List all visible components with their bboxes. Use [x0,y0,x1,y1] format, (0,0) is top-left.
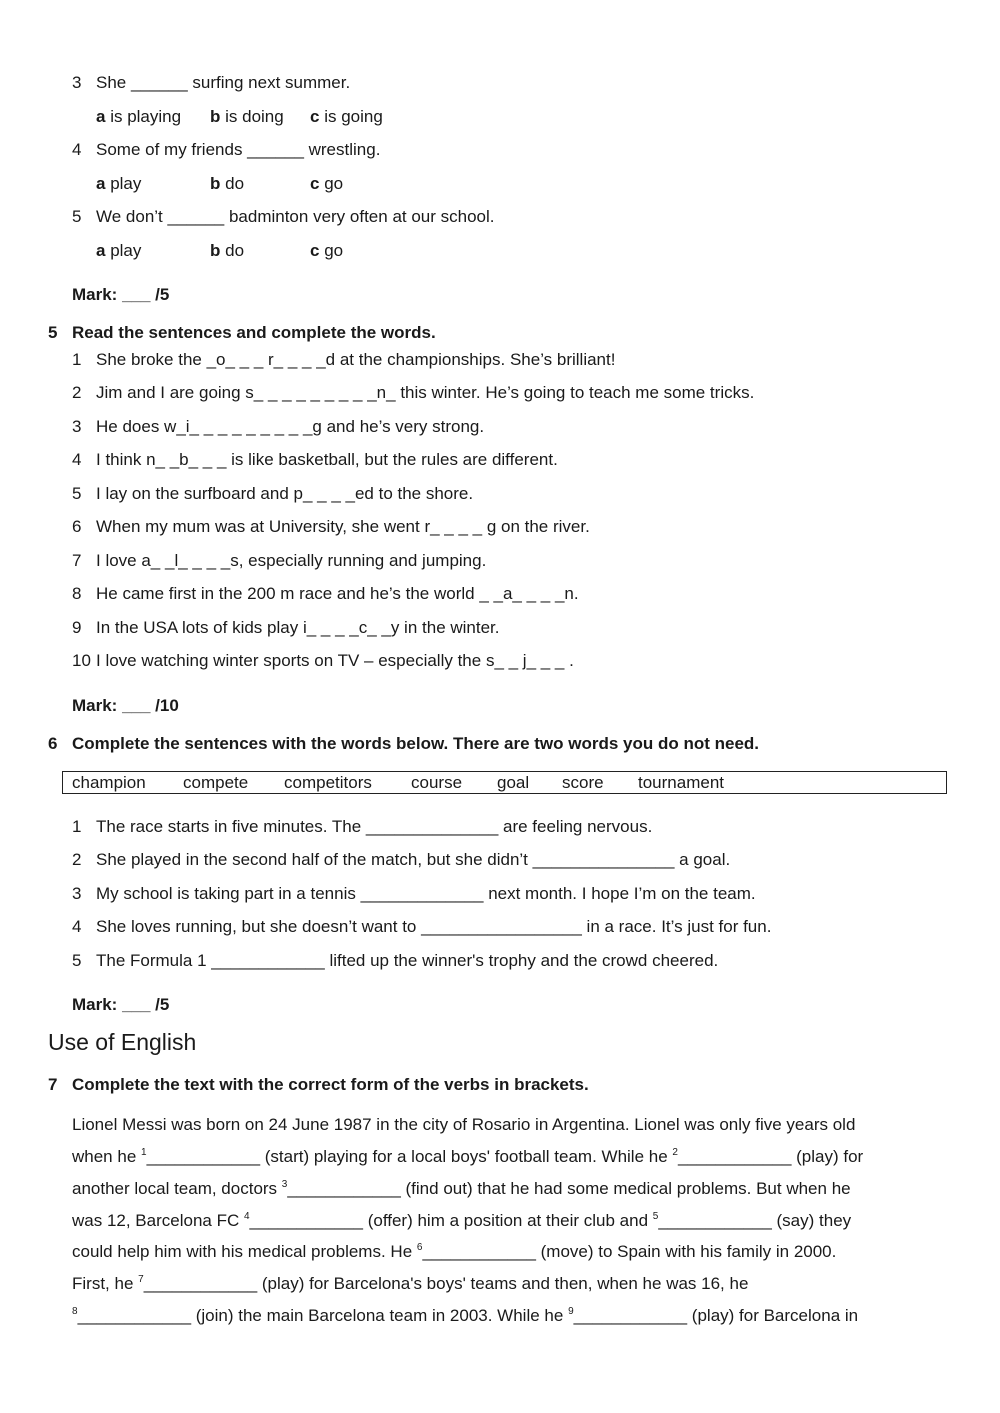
question-text: She ______ surfing next summer. [96,73,351,92]
option-letter: b [210,241,221,260]
options-row [210,241,244,261]
text-line [72,1242,836,1262]
word-bank-item: champion [72,773,146,792]
item-number: 3 [72,884,82,903]
item-number: 3 [72,73,82,92]
text-line [72,1211,851,1231]
item-number: 4 [72,450,82,469]
sentence-text: The Formula 1 ____________ lifted up the winner's trophy and the crowd cheered. [96,951,719,970]
mark-line: Mark: ___ /5 [72,995,170,1014]
option-letter: c [310,241,320,260]
sentence-text: I think n_ _b_ _ _ is like basketball, but the rules are different. [96,450,558,469]
text-segment: ____________ (play) for Barcelona in [573,1306,859,1325]
section-heading: Use of English [48,1029,197,1055]
section-number: 6 [48,734,58,753]
text-segment: ____________ (play) for [677,1147,864,1166]
item-number: 8 [72,584,82,603]
text-segment: ____________ (offer) him a position at their club and [249,1211,653,1230]
text-line [72,1306,858,1326]
item-number: 7 [72,551,82,570]
text-segment: another local team, doctors [72,1179,282,1198]
option-letter: a [96,107,106,126]
options-row [210,174,244,194]
item-number: 4 [72,917,82,936]
gap-number: 4 [243,1211,250,1222]
options-row [96,107,181,127]
sentence-text: He came first in the 200 m race and he’s the world _ _a_ _ _ _n. [96,584,579,603]
item-number: 10 [72,651,91,670]
item-number: 1 [72,817,82,836]
gap-number: 9 [568,1306,574,1317]
option-c: is going [324,107,383,126]
option-a: play [110,174,142,193]
word-bank-item: tournament [638,773,724,792]
question-text: We don’t ______ badminton very often at our school. [96,207,495,226]
section-instruction: Complete the text with the correct form of the verbs in brackets. [72,1075,589,1094]
gap-number: 8 [72,1306,78,1317]
gap-number: 3 [281,1179,288,1190]
option-c: go [324,241,344,260]
item-number: 5 [72,951,82,970]
item-number: 6 [72,517,82,536]
gap-number: 6 [416,1242,423,1253]
text-line [72,1274,748,1294]
option-letter: a [96,241,106,260]
option-b: do [225,174,245,193]
sentence-text: I love a_ _l_ _ _ _s, especially running and jumping. [96,551,487,570]
text-line [72,1179,851,1199]
text-segment: ____________ (start) playing for a local boys' football team. While he [146,1147,673,1166]
word-bank [62,771,947,794]
gap-number: 2 [672,1147,678,1158]
item-number: 5 [72,484,82,503]
question-text: Some of my friends ______ wrestling. [96,140,381,159]
text-segment: ____________ (join) the main Barcelona team in 2003. While he [77,1306,569,1325]
section-number: 5 [48,323,58,342]
option-c: go [324,174,344,193]
gap-number: 7 [138,1274,144,1285]
item-number: 5 [72,207,82,226]
option-letter: b [210,174,221,193]
word-bank-item: competitors [284,773,372,792]
text-segment: ____________ (find out) that he had some medical problems. But when he [287,1179,851,1198]
text-line [72,1115,855,1135]
word-bank-item: goal [497,773,530,792]
item-number: 3 [72,417,82,436]
option-letter: c [310,174,320,193]
sentence-text: Jim and I are going s_ _ _ _ _ _ _ _ _n_ this winter. He’s going to teach me some tricks. [96,383,755,402]
text-segment: was 12, Barcelona FC [72,1211,244,1230]
section-number: 7 [48,1075,58,1094]
options-row [310,174,343,194]
sentence-text: The race starts in five minutes. The ______________ are feeling nervous. [96,817,653,836]
word-bank-item: score [562,773,604,792]
text-segment: Lionel Messi was born on 24 June 1987 in the city of Rosario in Argentina. Lionel was only five years old [72,1115,856,1134]
sentence-text: In the USA lots of kids play i_ _ _ _c_ _y in the winter. [96,618,500,637]
text-segment: could help him with his medical problems. He [72,1242,417,1261]
text-segment: ____________ (move) to Spain with his family in 2000. [422,1242,837,1261]
option-letter: b [210,107,221,126]
option-b: do [225,241,245,260]
sentence-text: When my mum was at University, she went r_ _ _ _ g on the river. [96,517,590,536]
option-letter: c [310,107,320,126]
sentence-text: I lay on the surfboard and p_ _ _ _ed to the shore. [96,484,474,503]
options-row [310,107,383,127]
item-number: 9 [72,618,82,637]
option-a: is playing [110,107,182,126]
text-segment: ____________ (play) for Barcelona's boys' teams and then, when he was 16, he [143,1274,749,1293]
word-bank-item: course [411,773,463,792]
options-row [96,174,141,194]
mark-line: Mark: ___ /5 [72,285,170,304]
text-segment: ____________ (say) they [658,1211,852,1230]
item-number: 2 [72,850,82,869]
sentence-text: She broke the _o_ _ _ r_ _ _ _d at the championships. She’s brilliant! [96,350,616,369]
sentence-text: She played in the second half of the match, but she didn’t _______________ a goal. [96,850,731,869]
text-line [72,1147,863,1167]
sentence-text: My school is taking part in a tennis _____________ next month. I hope I’m on the team. [96,884,756,903]
section-instruction: Read the sentences and complete the words. [72,323,436,342]
gap-number: 5 [652,1211,659,1222]
text-segment: when he [72,1147,141,1166]
options-row [310,241,343,261]
section-instruction: Complete the sentences with the words below. There are two words you do not need. [72,734,760,753]
gap-number: 1 [141,1147,147,1158]
word-bank-item: compete [183,773,249,792]
item-number: 1 [72,350,82,369]
sentence-text: He does w_i_ _ _ _ _ _ _ _ _g and he’s very strong. [96,417,485,436]
item-number: 2 [72,383,82,402]
item-number: 4 [72,140,82,159]
options-row [210,107,284,127]
options-row [96,241,141,261]
option-a: play [110,241,142,260]
sentence-text: I love watching winter sports on TV – especially the s_ _ j_ _ _ . [96,651,574,670]
text-segment: First, he [72,1274,139,1293]
mark-line: Mark: ___ /10 [72,696,179,715]
option-letter: a [96,174,106,193]
sentence-text: She loves running, but she doesn’t want to _________________ in a race. It’s just for fun. [96,917,772,936]
option-b: is doing [225,107,284,126]
